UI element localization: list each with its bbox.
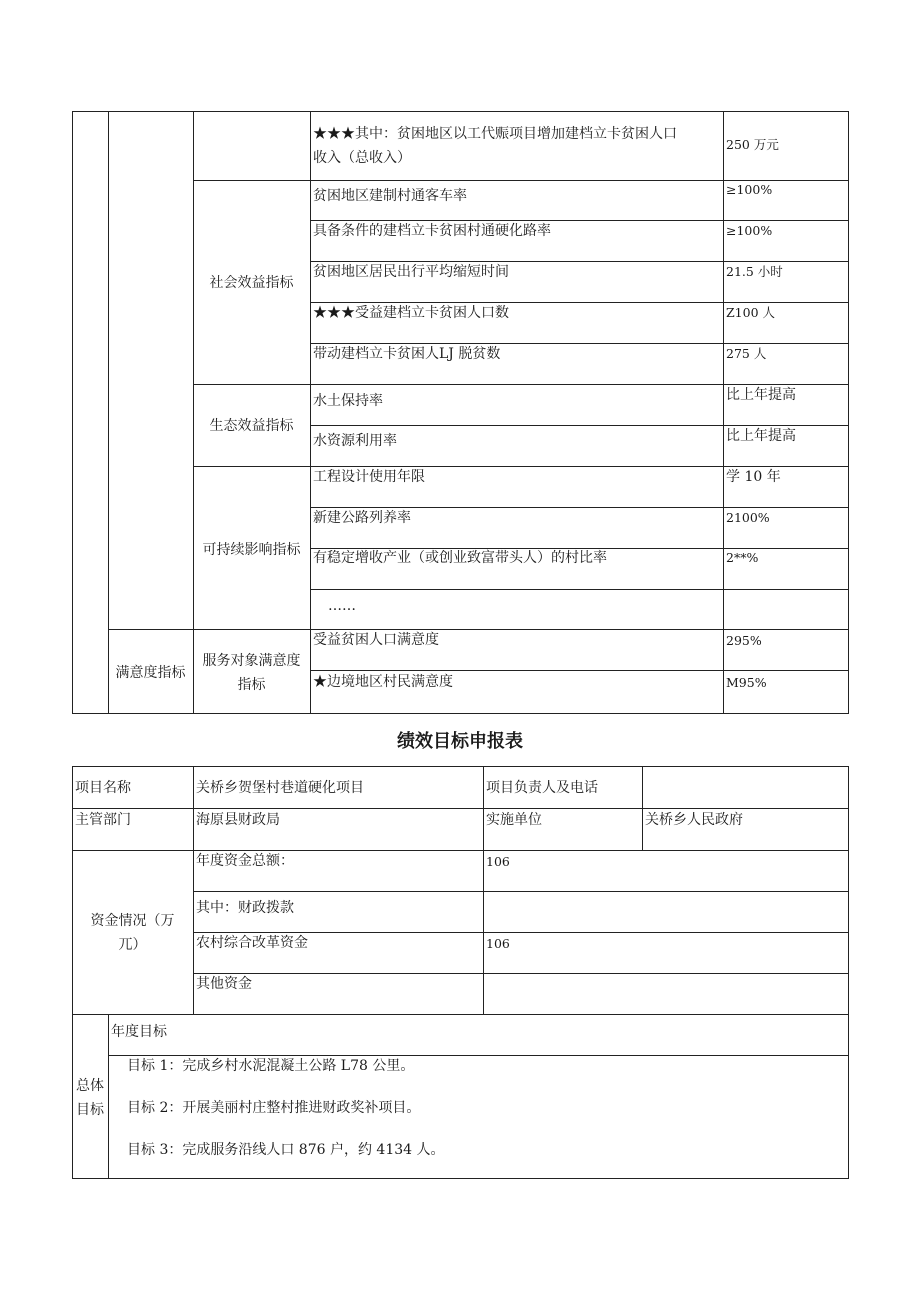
indicator-cell: ★★★其中：贫困地区以工代赈项目增加建档立卡贫困人口 <box>313 126 677 142</box>
indicator-cell: 新建公路列养率 <box>313 510 411 526</box>
target-item: 目标 3：完成服务沿线人口 876 户，约 4134 人。 <box>127 1142 445 1158</box>
value-cell: 比上年提高 <box>726 428 796 444</box>
indicator-cell: 贫困地区居民出行平均缩短时间 <box>313 264 509 280</box>
col-divider <box>193 111 194 714</box>
col-divider <box>108 111 109 714</box>
indicator-cell: 工程设计使用年限 <box>313 469 425 485</box>
value-cell: ≥100% <box>726 182 773 197</box>
funds-row-label: 其中：财政拨款 <box>196 900 294 916</box>
overall-label: 总体 <box>76 1078 104 1094</box>
secondary-label-ecological: 生态效益指标 <box>209 418 294 434</box>
value-cell: Z100 人 <box>726 305 776 320</box>
secondary-label-social: 社会效益指标 <box>209 275 294 291</box>
project-name-value: 关桥乡贺堡村巷道硬化项目 <box>196 780 364 796</box>
indicator-cell: 受益贫困人口满意度 <box>313 632 439 648</box>
leader-label: 项目负责人及电话 <box>486 780 598 796</box>
value-cell: 250 万元 <box>726 137 779 152</box>
funds-row-value: 106 <box>486 936 510 951</box>
primary-label-satisfaction: 满意度指标 <box>115 665 186 681</box>
form-title: 绩效目标申报表 <box>397 731 523 752</box>
indicator-cell: 收入（总收入） <box>313 150 411 166</box>
col-divider <box>723 111 724 714</box>
indicator-cell: ★★★受益建档立卡贫困人口数 <box>313 305 509 321</box>
annual-target-label: 年度目标 <box>111 1024 167 1040</box>
funds-label-cont: 兀） <box>118 937 147 953</box>
implementer-label: 实施单位 <box>486 812 542 828</box>
target-item: 目标 2：开展美丽村庄整村推进财政奖补项目。 <box>127 1100 421 1116</box>
project-name-label: 项目名称 <box>75 780 131 796</box>
secondary-label-sustainable: 可持续影响指标 <box>202 542 301 558</box>
funds-row-label: 农村综合改革资金 <box>196 935 308 951</box>
indicator-cell: 贫困地区建制村通客车率 <box>313 188 467 204</box>
value-cell: 学 10 年 <box>726 469 781 485</box>
overall-label-cont: 目标 <box>76 1102 104 1118</box>
funds-row-label: 其他资金 <box>196 976 252 992</box>
value-cell: 275 人 <box>726 346 767 361</box>
value-cell: 比上年提高 <box>726 387 796 403</box>
indicator-cell: 水土保持率 <box>313 393 383 409</box>
department-label: 主管部门 <box>75 812 131 828</box>
value-cell: 2100% <box>726 510 770 525</box>
col-divider <box>310 111 311 714</box>
value-cell: 21.5 小时 <box>726 264 783 279</box>
funds-label: 资金情况（万 <box>90 913 175 929</box>
secondary-label-service: 服务对象满意度 <box>202 653 301 669</box>
indicator-cell: 有稳定增收产业（或创业致富带头人）的村比率 <box>313 550 607 566</box>
indicator-cell: 具备条件的建档立卡贫困村通硬化路率 <box>313 223 551 239</box>
indicator-cell: 带动建档立卡贫困人LJ 脱贫数 <box>313 346 501 362</box>
indicator-cell: …… <box>328 598 356 614</box>
indicator-cell: 水资源利用率 <box>313 433 397 449</box>
funds-row-value: 106 <box>486 854 510 869</box>
secondary-label-service-cont: 指标 <box>237 677 266 693</box>
indicator-cell: ★边境地区村民满意度 <box>313 674 453 690</box>
department-value: 海原县财政局 <box>196 812 280 828</box>
target-item: 目标 1：完成乡村水泥混凝土公路 L78 公里。 <box>127 1058 415 1074</box>
implementer-value: 关桥乡人民政府 <box>645 812 743 828</box>
value-cell: ≥100% <box>726 223 773 238</box>
value-cell: M95% <box>726 675 767 690</box>
funds-row-label: 年度资金总额： <box>196 853 294 869</box>
value-cell: 295% <box>726 633 762 648</box>
value-cell: 2**% <box>726 550 759 565</box>
